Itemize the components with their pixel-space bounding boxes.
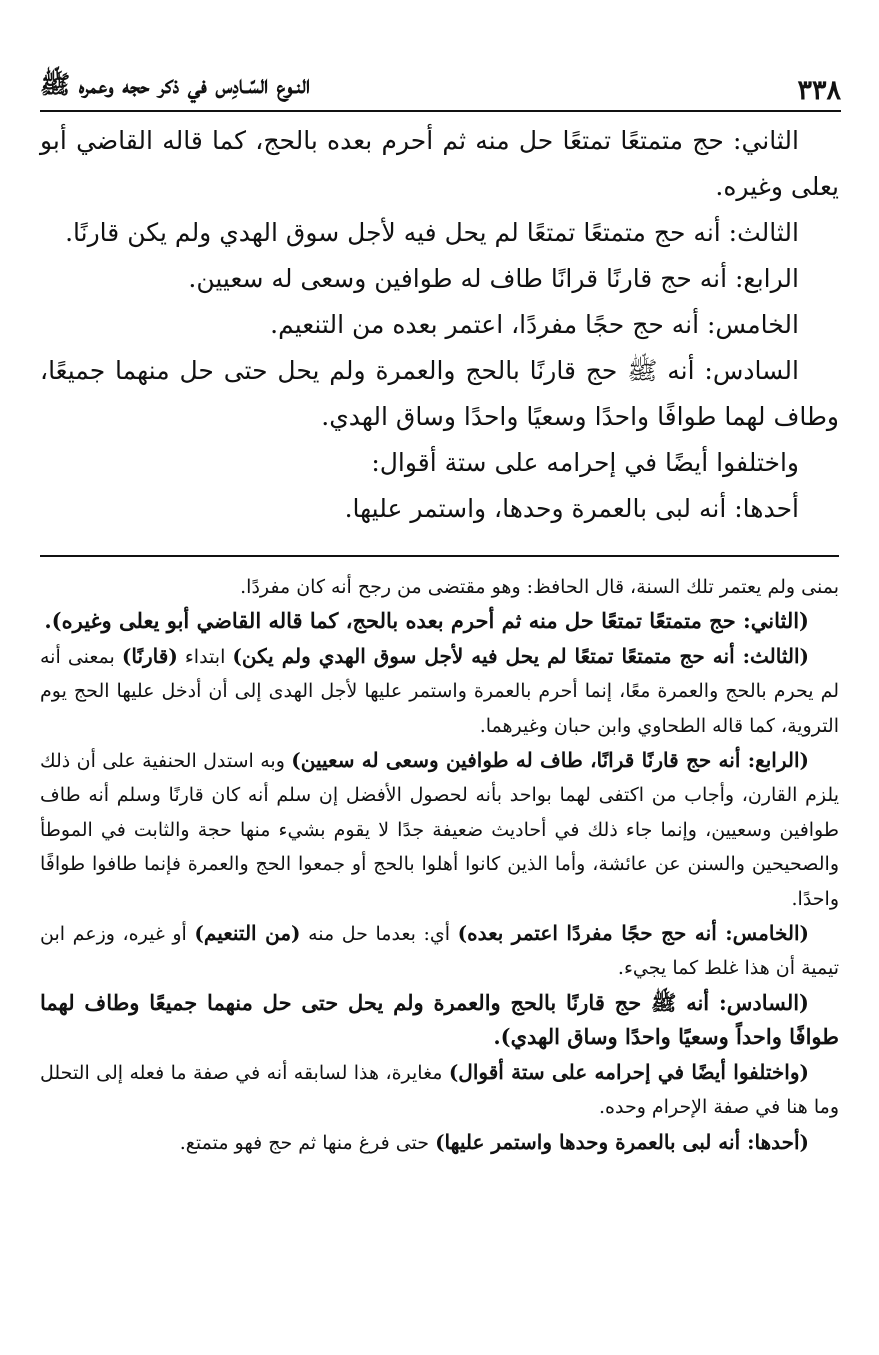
commentary-text: ابتداء xyxy=(184,645,226,668)
main-paragraph: الثالث: أنه حج متمتعًا تمتعًا لم يحل فيه لأجل سوق الهدي ولم يكن قارنًا. xyxy=(65,218,799,247)
footnote-separator xyxy=(40,555,839,557)
commentary-text: أي: بعدما حل منه xyxy=(308,923,451,946)
quoted-text: (قارنًا) xyxy=(121,643,178,668)
quoted-text: (واختلفوا أيضًا في إحرامه على ستة أقوال) xyxy=(448,1059,809,1084)
page-number: ٣٣٨ xyxy=(797,75,841,106)
commentary-paragraph xyxy=(40,743,839,916)
commentary-paragraph xyxy=(40,916,839,986)
commentary-text: حتى فرغ منها ثم حج فهو متمتع. xyxy=(179,1131,430,1154)
commentary-paragraph: بمنى ولم يعتمر تلك السنة، قال الحافظ: وهو مقتضى من رجح أنه كان مفردًا. xyxy=(240,576,839,598)
commentary-paragraph xyxy=(40,1055,839,1125)
commentary-paragraph: (السادس: أنه ﷺ حج قارنًا بالحج والعمرة ولم يحل حتى حل منهما جميعًا وطاف لهما طوافًا واحداً وسعيًا واحدًا وساق الهدي). xyxy=(40,989,839,1050)
quoted-text: (الرابع: أنه حج قارنًا قرانًا، طاف له طوافين وسعى له سعيين) xyxy=(291,748,809,773)
main-text xyxy=(40,118,839,532)
commentary-text: وبه استدل الحنفية على أن ذلك يلزم القارن، وأجاب من اكتفى لهما بواحد بأنه لحصول الأفضل إن سلم أنه كان قارنًا وسلم أنه طاف طوافين وسعيين، وإنما جاء ذلك في أحاديث ضعيفة جدًا لا يقوم بشيء منها حجة والثابت في الموطأ والصحيحين والسنن عن عائشة، وأما الذين كانوا أهلوا بالحج أو جمعوا الحج والعمرة فإنما طافوا طوافًا واحدًا. xyxy=(40,750,839,910)
main-paragraph: السادس: أنه ﷺ حج قارنًا بالحج والعمرة ولم يحل حتى حل منهما جميعًا، وطاف لهما طوافًا واحدًا وسعيًا واحدًا وساق الهدي. xyxy=(40,356,839,431)
main-paragraph: الخامس: أنه حج حجًا مفردًا، اعتمر بعده من التنعيم. xyxy=(270,310,799,339)
running-title: النـوع السّـادِس في ذكر حجه وعمره ﷺ xyxy=(40,70,311,99)
main-paragraph: واختلفوا أيضًا في إحرامه على ستة أقوال: xyxy=(371,448,799,477)
commentary-text: مغايرة، هذا لسابقه أنه في صفة ما فعله إلى التحلل وما هنا في صفة الإحرام وحده. xyxy=(40,1061,839,1119)
commentary-text: أو غيره، وزعم ابن تيمية أن هذا غلط كما يجيء. xyxy=(40,923,839,980)
quoted-text: (أحدها: أنه لبى بالعمرة وحدها واستمر عليها) xyxy=(435,1129,809,1154)
main-paragraph: أحدها: أنه لبى بالعمرة وحدها، واستمر عليها. xyxy=(344,494,799,523)
commentary-paragraph xyxy=(40,1125,839,1160)
commentary-text: بمعنى أنه لم يحرم بالحج والعمرة معًا، إنما أحرم بالعمرة واستمر عليها لأجل الهدى إلى أن أدخل عليها الحج يوم التروية، كما قاله الطحاوي وابن حبان وغيرهما. xyxy=(40,645,839,737)
page-header xyxy=(40,60,841,112)
main-paragraph: الرابع: أنه حج قارنًا قرانًا طاف له طوافين وسعى له سعيين. xyxy=(188,264,799,293)
commentary-paragraph: (الثاني: حج متمتعًا تمتعًا حل منه ثم أحرم بعده بالحج، كما قاله القاضي أبو يعلى وغيره). xyxy=(44,608,809,634)
quoted-text: (الخامس: أنه حج حجًا مفردًا اعتمر بعده) xyxy=(457,921,809,946)
main-paragraph: الثاني: حج متمتعًا تمتعًا حل منه ثم أحرم بعده بالحج، كما قاله القاضي أبو يعلى وغيره. xyxy=(40,126,839,201)
commentary xyxy=(40,570,839,1160)
commentary-paragraph xyxy=(40,639,839,743)
quoted-text: (الثالث: أنه حج متمتعًا تمتعًا لم يحل فيه لأجل سوق الهدي ولم يكن) xyxy=(232,643,809,668)
quoted-text: (من التنعيم) xyxy=(194,921,301,946)
